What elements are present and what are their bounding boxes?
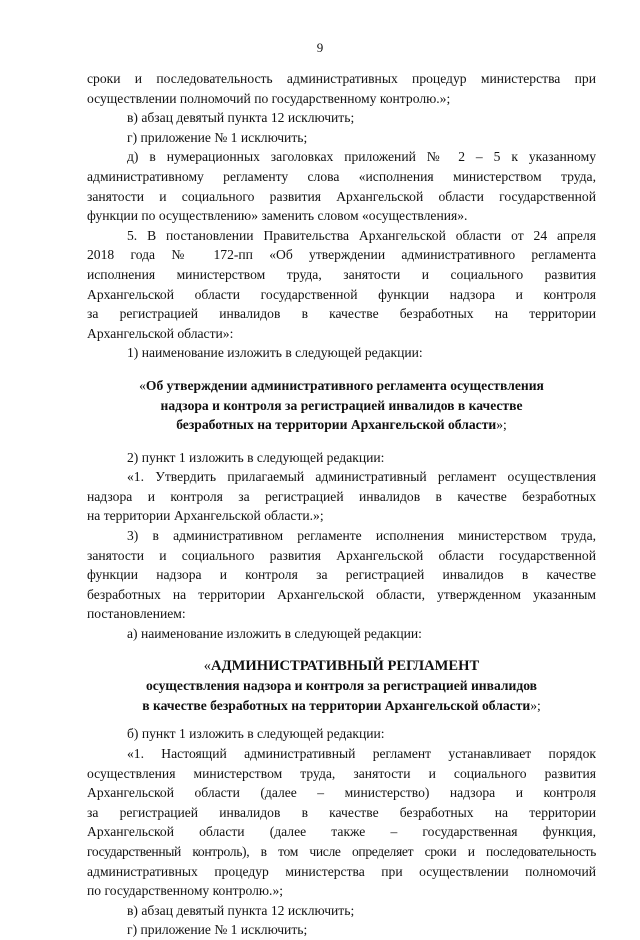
heading-line: осуществления надзора и контроля за регистрацией инвалидов <box>145 678 538 694</box>
open-quote: « <box>203 657 212 674</box>
list-item: в) абзац девятый пункта 12 исключить; <box>127 110 355 126</box>
close-quote: »; <box>530 697 541 713</box>
paragraph-line: по государственному контролю.»; <box>87 883 284 899</box>
paragraph-line: за регистрацией инвалидов в качестве безработных на территории <box>87 804 596 820</box>
heading-text: в качестве безработных на территории Архангельской области <box>142 697 531 713</box>
list-item: в) абзац девятый пункта 12 исключить; <box>127 902 355 918</box>
heading-text: безработных на территории Архангельской области <box>176 417 497 433</box>
page-number: 9 <box>316 40 324 55</box>
paragraph-line: Архангельской области государственной функции надзора и контроля <box>87 286 596 302</box>
paragraph-line: административных процедур министерства при осуществлении полномочий <box>87 863 596 879</box>
heading-line: надзора и контроля за регистрацией инвалидов в качестве <box>160 397 523 413</box>
paragraph-line: занятости и социального развития Архангельской области государственной <box>87 547 596 563</box>
paragraph-line: Архангельской области (далее также – государственная функция, <box>87 824 596 840</box>
paragraph-line: постановлением: <box>87 606 186 622</box>
list-item: г) приложение № 1 исключить; <box>127 922 308 938</box>
paragraph-line: исполнения министерством труда, занятости и социального развития <box>87 266 596 282</box>
paragraph-line: Архангельской области»: <box>87 325 234 341</box>
paragraph-line: функции по осуществлению» заменить словом «осуществления». <box>87 208 468 224</box>
paragraph-line: безработных на территории Архангельской области, утвержденном указанным <box>87 586 596 602</box>
paragraph-line: «1. Настоящий административный регламент устанавливает порядок <box>127 746 596 761</box>
heading-line <box>87 657 596 677</box>
list-item: г) приложение № 1 исключить; <box>127 129 308 145</box>
list-item: 1) наименование изложить в следующей редакции: <box>127 345 423 361</box>
paragraph-line: д) в нумерационных заголовках приложений № 2 – 5 к указанному <box>127 149 596 165</box>
paragraph-line: сроки и последовательность административных процедур министерства при <box>87 71 596 86</box>
paragraph-line: Архангельской области (далее – министерство) надзора и контроля <box>87 785 596 801</box>
list-item: а) наименование изложить в следующей редакции: <box>127 626 422 642</box>
paragraph-line: «1. Утвердить прилагаемый административный регламент осуществления <box>127 469 596 485</box>
heading-text: Об утверждении административного регламента осуществления <box>145 377 544 393</box>
document-body <box>87 69 596 940</box>
paragraph-line: занятости и социального развития Архангельской области государственной <box>87 188 596 204</box>
paragraph-line: за регистрацией инвалидов в качестве безработных на территории <box>87 306 596 322</box>
paragraph-line: 2018 года № 172-пп «Об утверждении административного регламента <box>87 247 596 263</box>
spacer <box>87 715 596 724</box>
open-quote: « <box>139 377 146 393</box>
heading-line <box>87 376 596 396</box>
paragraph-line: осуществления министерством труда, занятости и социального развития <box>87 765 596 781</box>
spacer <box>87 363 596 376</box>
paragraph-line: государственный контроль), в том числе определяет сроки и последовательность <box>87 843 596 859</box>
heading-text: АДМИНИСТРАТИВНЫЙ РЕГЛАМЕНТ <box>211 657 480 674</box>
paragraph-line: на территории Архангельской области.»; <box>87 508 324 524</box>
spacer <box>87 644 596 657</box>
paragraph-line: административному регламенту слова «исполнения министерством труда, <box>87 168 596 184</box>
heading-line <box>87 415 596 435</box>
heading-line <box>87 696 596 716</box>
list-item: 2) пункт 1 изложить в следующей редакции: <box>127 449 385 465</box>
paragraph-line: надзора и контроля за регистрацией инвалидов в качестве безработных <box>87 488 596 504</box>
paragraph-line: осуществлении полномочий по государственному контролю.»; <box>87 90 451 106</box>
spacer <box>87 435 596 448</box>
paragraph-line: функции надзора и контроля за регистрацией инвалидов в качестве <box>87 567 596 583</box>
paragraph-line: 3) в административном регламенте исполнения министерством труда, <box>127 528 596 544</box>
paragraph-line: 5. В постановлении Правительства Архангельской области от 24 апреля <box>127 227 596 243</box>
close-quote: »; <box>496 417 507 433</box>
list-item: б) пункт 1 изложить в следующей редакции: <box>127 726 385 742</box>
